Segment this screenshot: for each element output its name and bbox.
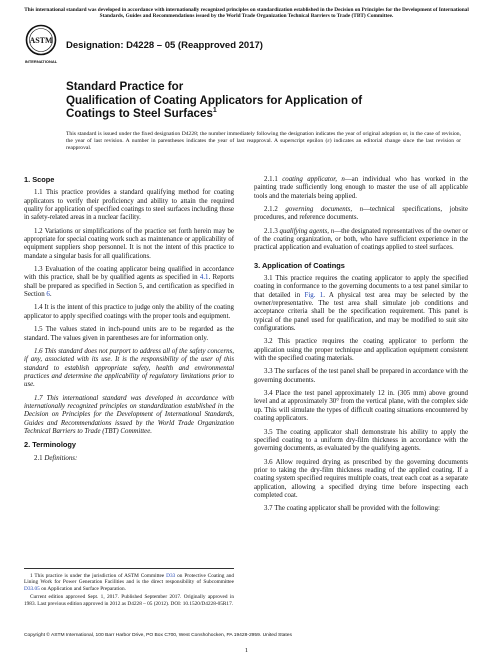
para-1-3 [24, 266, 234, 299]
tbt-notice: This international standard was developed in accordance with internationally recognized principles on standardization established in the Decision on Principles for the Development of International Standards, Guides and Recommendations issued by the World Trade Organization Technical Barriers to Trade (TBT) Committee. [24, 7, 469, 20]
footnote-1 [24, 573, 234, 592]
para-3-1-text-b: . A physical test area may be selected by the owner/representative. The test area shall simulate job conditions and acceptance criteria shall be the specification requirement. This panel is typical of the panel used for qualification, and may be modified to suit site configurations. [254, 291, 468, 332]
para-2-1-1-term: coating applicator, n [282, 176, 345, 183]
para-1-5: 1.5 The values stated in inch-pound units are to be regarded as the standard. The values given in parentheses are for information only. [24, 326, 234, 342]
para-1-3-text-c: . [49, 290, 52, 298]
footnote-1-text-b: on Protective Coating and Lining Work for Power Generation Facilities and is the direct responsibility of Subcommittee [24, 573, 234, 586]
para-2-1-1 [254, 176, 468, 201]
para-2-1-num: 2.1 [34, 454, 45, 462]
copyright-line: Copyright © ASTM International, 100 Barr Harbor Drive, PO Box C700, West Conshohocken, PA 19428-2959. United States [24, 633, 292, 638]
left-column [24, 176, 234, 468]
title-line-3 [66, 107, 461, 121]
title-line-3-text: Coatings to Steel Surfaces [66, 107, 213, 121]
title-line-1: Standard Practice for [66, 80, 184, 93]
para-2-1-2-term: governing documents, n [285, 206, 364, 214]
fig-1-link[interactable]: Fig. 1 [304, 291, 324, 299]
para-1-7: 1.7 This international standard was developed in accordance with internationally recognized principles on standardization established in the Decision on Principles for the Development of International Standards, Guides and Recommendations issued by the World Trade Organization Technical Barriers to Trade (TBT) Committee. [24, 394, 234, 435]
para-2-1-3-term: qualifying agents, n [279, 227, 335, 235]
footnotes [24, 568, 234, 609]
svg-text:ASTM: ASTM [29, 36, 53, 45]
title-footnote-mark: 1 [212, 107, 217, 115]
subcommittee-d33-05-link[interactable]: D33.05 [24, 585, 40, 592]
title-line-2: Qualification of Coating Applicators for Application of [66, 93, 363, 107]
document-title [66, 80, 461, 121]
para-2-1-2 [254, 206, 468, 223]
para-1-3-text-a: 1.3 Evaluation of the coating applicator being qualified in accordance with this practice, shall be by qualified agents as specified in [24, 266, 234, 282]
para-1-3-text-b: . Reports shall be prepared as specified in Section 5, and certification as specified in Section [24, 274, 234, 298]
footnote-1-text-a: 1 This practice is under the jurisdiction of ASTM Committee [30, 573, 167, 579]
para-3-4: 3.4 Place the test panel approximately 12 in. (305 mm) above ground level and at approximately 30° from the vertical plane, with the complex side up. This will simulate the types of difficult coating situations encountered by coating applicators. [254, 390, 468, 423]
para-1-4: 1.4 It is the intent of this practice to judge only the ability of the coating applicator to apply specified coatings with the proper tools and equipment. [24, 304, 234, 320]
para-2-1-3 [254, 228, 468, 253]
designation: Designation: D4228 – 05 (Reapproved 2017) [66, 40, 263, 51]
para-2-1-2-num: 2.1.2 [264, 206, 286, 214]
para-2-1-term: Definitions: [44, 454, 78, 462]
para-3-6: 3.6 Allow required drying as prescribed by the governing documents prior to taking the dry-film thickness reading of the applied coating. If a coating system specified requires multiple coats, treat each coat as a separate application, allowing a specified drying time before inspecting each completed coat. [254, 458, 468, 499]
standard-note: This standard is issued under the fixed designation D4228; the number immediately following the designation indicates the year of original adoption or, in the case of revision, the year of last revision. A number in parentheses indicates the year of last reapproval. A superscript epsilon (ε) indicates an editorial change since the last revision or reapproval. [66, 131, 461, 151]
footnote-1-text-c: on Application and Surface Preparation. [39, 585, 126, 592]
section-6-link[interactable]: 6 [46, 290, 50, 298]
section-4-1-link[interactable]: 4.1 [199, 274, 209, 282]
svg-text:INTERNATIONAL: INTERNATIONAL [24, 59, 58, 64]
para-3-3: 3.3 The surfaces of the test panel shall be prepared in accordance with the governing documents. [254, 368, 468, 384]
para-1-1: 1.1 This practice provides a standard qualifying method for coating applicators to verify their proficiency and ability to attain the required quality for application of specified coatings to steel surfaces including those in safety-related areas in a nuclear facility. [24, 189, 234, 222]
astm-logo-icon [24, 24, 58, 66]
para-2-1-2-text: —technical specifications, jobsite procedures, and reference documents. [254, 206, 468, 222]
para-2-1 [24, 455, 234, 463]
page-number: 1 [244, 647, 249, 654]
committee-d33-link[interactable]: D33 [166, 573, 176, 579]
scope-heading: 1. Scope [24, 175, 55, 184]
para-2-1-3-text: —the designated representatives of the owner or of the coating organization, or both, who have sufficient experience in the practical application and evaluation of coatings applied to steel surfaces. [254, 227, 468, 252]
application-heading: 3. Application of Coatings [254, 260, 345, 270]
para-2-1-1-num: 2.1.1 [264, 176, 283, 183]
para-3-5: 3.5 The coating applicator shall demonstrate his ability to apply the specified coating to a uniform dry-film thickness in accordance with the governing documents, as evaluated by the qualifying agents. [254, 428, 468, 453]
para-3-2: 3.2 This practice requires the coating applicator to perform the application using the proper technique and application equipment consistent with the specified coating materials. [254, 338, 468, 362]
para-2-1-1-text: —an individual who has worked in the painting trade sufficiently long enough to master the use of all applicable tools and the materials being applied. [254, 176, 468, 200]
para-3-7: 3.7 The coating applicator shall be provided with the following: [264, 505, 440, 513]
para-2-1-3-num: 2.1.3 [264, 227, 280, 235]
terminology-heading: 2. Terminology [24, 440, 77, 450]
footnote-2: Current edition approved Sept. 1, 2017. Published September 2017. Originally approved in 1983. Last previous edition approved in 2012 as D4228 – 05 (2012). DOI: 10.1520/D4228-05R17. [24, 594, 234, 607]
para-3-1 [254, 275, 468, 333]
para-3-1-text-a: 3.1 This practice requires the coating applicator to apply the specified coating in conformance to the governing documents to a test panel similar to that detailed in [254, 275, 468, 299]
right-column [254, 176, 468, 519]
para-1-2: 1.2 Variations or simplifications of the practice set forth herein may be appropriate for special coating work such as maintenance or applicability of equipment suppliers shop personnel. It is not the intent of this practice to mandate a singular basis for all qualifications. [24, 227, 234, 260]
para-1-6: 1.6 This standard does not purport to address all of the safety concerns, if any, associated with its use. It is the responsibility of the user of this standard to establish appropriate safety, health and environmental practices and determine the applicability of regulatory limitations prior to use. [24, 347, 234, 389]
